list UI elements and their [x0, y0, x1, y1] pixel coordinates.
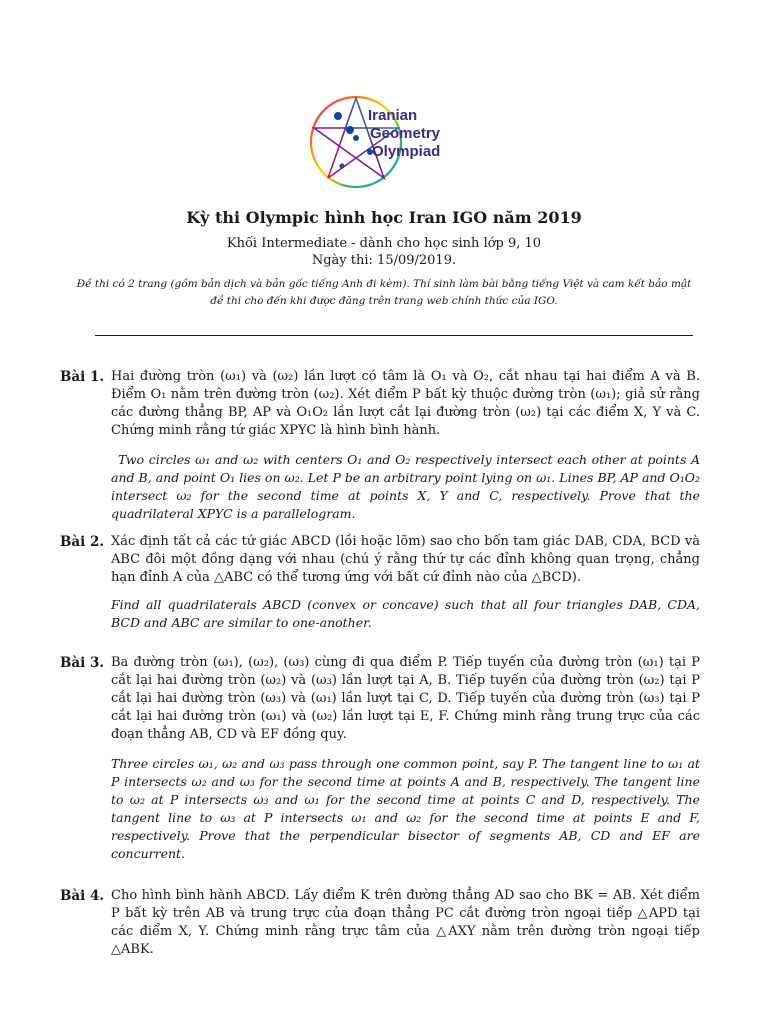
problem-3-vietnamese: Ba đường tròn (ω₁), (ω₂), (ω₃) cùng đi qua điểm P. Tiếp tuyến của đường tròn (ω₁) tại P cắt lại hai đường tròn (ω₂) và (ω₃) lần lượt tại A, B. Tiếp tuyến của đường tròn (ω₂) tại P cắt lại hai đường tròn (ω₃) và (ω₁) lần lượt tại C, D. Tiếp tuyến của đường tròn (ω₃) tại P cắt lại hai đường tròn (ω₁) và (ω₂) lần lượt tại E, F. Chứng minh rằng trung trực của các đoạn thẳng AB, CD và EF đồng quy.	[111, 655, 700, 742]
exam-note: Đề thi có 2 trang (gồm bản dịch và bản gốc tiếng Anh đi kèm). Thí sinh làm bài bằng tiếng Việt và cam kết bảo mật đề thi cho đến khi được đăng trên trang web chính thức của IGO.	[76, 278, 692, 307]
problem-3-english: Three circles ω₁, ω₂ and ω₃ pass through one common point, say P. The tangent line to ω₁ at P intersects ω₂ and ω₃ for the second time at points A and B, respectively. The tangent line to ω₂ at P intersects ω₃ and ω₁ for the second time at points C and D, respectively. The tangent line to ω₃ at P intersects ω₁ and ω₂ for the second time at points E and F, respectively. Prove that the perpendicular bisector of segments AB, CD and EF are concurrent.	[111, 756, 700, 861]
logo-line3: Olympiad	[372, 143, 441, 160]
problem-2-english: Find all quadrilaterals ABCD (convex or concave) such that all four triangles DAB, CDA, BCD and ABC are similar to one-another.	[111, 597, 700, 630]
problem-1	[60, 368, 700, 523]
problem-4-vietnamese: Cho hình bình hành ABCD. Lấy điểm K trên đường thẳng AD sao cho BK = AB. Xét điểm P bất kỳ trên AB và trung trực của đoạn thẳng PC cắt đường tròn ngoại tiếp △APD tại các điểm X, Y. Chứng minh rằng trực tâm của △AXY nằm trên đường tròn ngoại tiếp △ABK.	[111, 888, 700, 957]
problem-1-label: Bài 1.	[60, 369, 105, 385]
problem-1-english: Two circles ω₁ and ω₂ with centers O₁ and O₂ respectively intersect each other at points A and B, and point O₁ lies on ω₂. Let P be an arbitrary point lying on ω₁. Lines BP, AP and O₁O₂ intersect ω₂ for the second time at points X, Y and C, respectively. Prove that the quadrilateral XPYC is a parallelogram.	[111, 452, 700, 521]
problem-2-vietnamese: Xác định tất cả các tứ giác ABCD (lồi hoặc lõm) sao cho bốn tam giác DAB, CDA, BCD và ABC đôi một đồng dạng với nhau (chú ý rằng thứ tự các đỉnh không quan trọng, chẳng hạn đỉnh A của △ABC có thể tương ứng với bất cứ đỉnh nào của △BCD).	[111, 534, 700, 585]
star-circle-logo-icon	[308, 90, 458, 195]
problem-4-label: Bài 4.	[60, 888, 105, 904]
date-line: Ngày thi: 15/09/2019.	[311, 253, 457, 268]
igo-logo	[308, 90, 458, 195]
logo-line1: Iranian	[368, 107, 418, 124]
problem-3-label: Bài 3.	[60, 655, 105, 671]
problem-2-label: Bài 2.	[60, 534, 105, 550]
logo-line2: Geometry	[370, 125, 441, 142]
problem-1-vietnamese: Hai đường tròn (ω₁) và (ω₂) lần lượt có tâm là O₁ và O₂, cắt nhau tại hai điểm A và B. Điểm O₁ nằm trên đường tròn (ω₂). Xét điểm P bất kỳ thuộc đường tròn (ω₁); giả sử rằng các đường thẳng BP, AP và O₁O₂ lần lượt cắt lại đường tròn (ω₂) tại các điểm X, Y và C. Chứng minh rằng tứ giác XPYC là hình bình hành.	[111, 369, 700, 438]
problem-3	[60, 654, 700, 863]
problem-2	[60, 533, 700, 632]
divider	[95, 335, 693, 336]
problem-4	[60, 887, 700, 959]
level-line: Khối Intermediate - dành cho học sinh lớp 9, 10	[226, 236, 542, 251]
page-title: Kỳ thi Olympic hình học Iran IGO năm 2019	[186, 208, 582, 227]
